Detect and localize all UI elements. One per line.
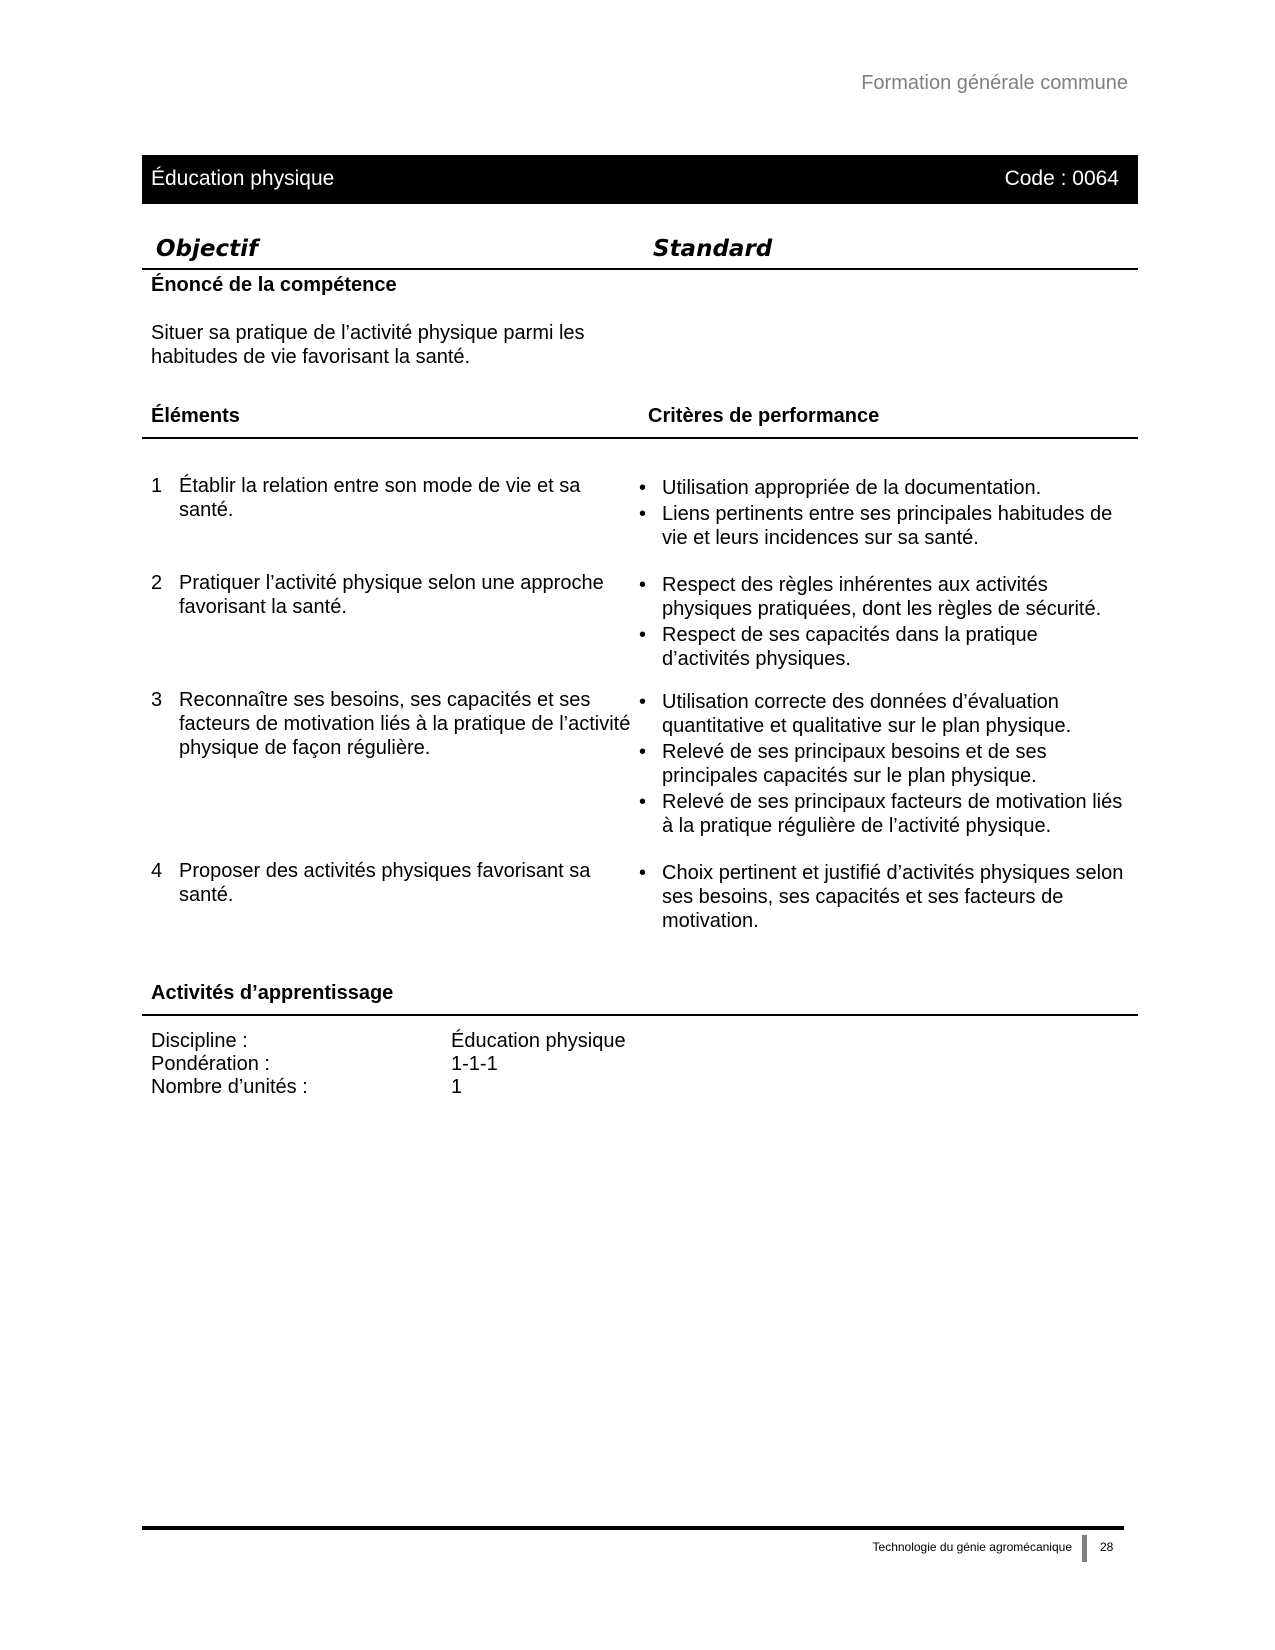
footer-rule: [142, 1526, 1124, 1530]
competence-title: Énoncé de la compétence: [151, 274, 397, 296]
element-number: 1: [151, 475, 163, 497]
course-title-bar: [142, 155, 1138, 204]
criteria-list: [639, 474, 1129, 571]
criterion-item: • Respect des règles inhérentes aux activités physiques pratiquées, dont les règles de sécurité.: [639, 574, 1102, 620]
info-value: 1-1-1: [451, 1053, 498, 1075]
course-code: Code : 0064: [1004, 167, 1119, 190]
elements-list: [142, 474, 1138, 949]
element-text: Établir la relation entre son mode de vie et sa santé.: [179, 475, 581, 521]
info-label: Discipline :: [151, 1030, 248, 1052]
info-value: 1: [451, 1076, 463, 1098]
criterion-item: • Choix pertinent et justifié d’activités physiques selon ses besoins, ses capacités et ses facteurs de motivation.: [639, 862, 1124, 932]
element-row: [142, 859, 1138, 949]
element-number: 2: [151, 572, 163, 594]
elements-header: [142, 403, 1138, 439]
info-row: [151, 1030, 626, 1053]
page-number: 28: [1100, 1540, 1114, 1554]
criterion-item: • Relevé de ses principaux besoins et de ses principales capacités sur le plan physique.: [639, 741, 1047, 787]
element-text: Proposer des activités physiques favorisant sa santé.: [179, 860, 591, 906]
info-label: Nombre d’unités :: [151, 1076, 308, 1098]
criterion-item: • Utilisation correcte des données d’évaluation quantitative et qualitative sur le plan physique.: [639, 691, 1072, 737]
criterion-item: • Respect de ses capacités dans la pratique d’activités physiques.: [639, 624, 1038, 670]
info-row: [151, 1053, 626, 1076]
standard-heading: Standard: [653, 236, 773, 262]
criterion-item: • Liens pertinents entre ses principales habitudes de vie et leurs incidences sur sa santé.: [639, 503, 1113, 549]
element-text: Reconnaître ses besoins, ses capacités et ses facteurs de motivation liés à la pratique de l’activité physique de façon régulière.: [179, 689, 631, 759]
element-row: [142, 571, 1138, 688]
criteria-list: [639, 688, 1129, 859]
footer-program: Technologie du génie agromécanique: [872, 1540, 1072, 1554]
criteria-heading: Critères de performance: [648, 405, 880, 427]
criterion-item: • Relevé de ses principaux facteurs de motivation liés à la pratique régulière de l’activité physique.: [639, 791, 1123, 837]
activities-header: [142, 980, 1138, 1016]
elements-heading: Éléments: [151, 405, 240, 427]
criteria-list: [639, 571, 1129, 688]
activities-info: [151, 1030, 626, 1099]
footer-separator: [1082, 1535, 1087, 1562]
criterion-item: • Utilisation appropriée de la documentation.: [639, 477, 1042, 499]
objective-standard-header: [142, 234, 1138, 270]
element-row: [142, 474, 1138, 571]
info-row: [151, 1076, 626, 1099]
objective-heading: Objectif: [156, 236, 259, 262]
info-label: Pondération :: [151, 1053, 270, 1075]
element-row: [142, 688, 1138, 859]
running-header: Formation générale commune: [861, 72, 1128, 94]
competence-text: Situer sa pratique de l’activité physique parmi les habitudes de vie favorisant la santé.: [151, 322, 585, 368]
element-text: Pratiquer l’activité physique selon une approche favorisant la santé.: [179, 572, 604, 618]
info-value: Éducation physique: [451, 1030, 626, 1052]
element-number: 3: [151, 689, 163, 711]
activities-heading: Activités d’apprentissage: [151, 982, 394, 1004]
course-subject: Éducation physique: [151, 167, 335, 190]
element-number: 4: [151, 860, 163, 882]
criteria-list: [639, 859, 1129, 949]
